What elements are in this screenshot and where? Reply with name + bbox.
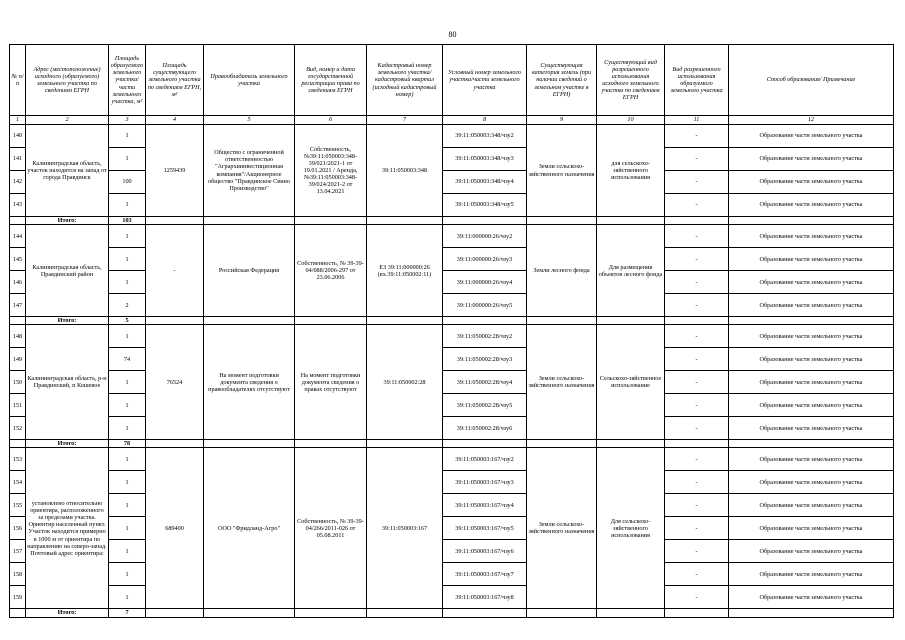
- row-number: 142: [10, 171, 26, 194]
- area-cell: 1: [109, 225, 146, 248]
- total-row: [10, 440, 894, 448]
- table-row: [10, 171, 894, 194]
- total-empty-cell: [527, 440, 597, 448]
- total-value: 103: [109, 217, 146, 225]
- new-use-cell: -: [665, 448, 729, 471]
- registration-cell: Собственность, №39:11:050003:348-39/021/2021-1 от 19.01.2021 / Аренда, №39:11:050003:348-39/024/2021-2 от 13.04.2021: [295, 125, 367, 217]
- formation-method-cell: Образование части земельного участка: [729, 194, 894, 217]
- formation-method-cell: Образование части земельного участка: [729, 225, 894, 248]
- total-empty-cell: [665, 440, 729, 448]
- new-use-cell: -: [665, 248, 729, 271]
- column-header: Существующий вид разрешенного использования исходного земельного участка по сведениям ЕГРН: [597, 45, 665, 116]
- table-row: [10, 371, 894, 394]
- conditional-number-cell: 39:11:000000:26/чзу2: [443, 225, 527, 248]
- cadastral-number-cell: 39:11:050002:28: [367, 325, 443, 440]
- area-cell: 1: [109, 563, 146, 586]
- table-row: [10, 494, 894, 517]
- conditional-number-cell: 39:11:050003:167/чзу6: [443, 540, 527, 563]
- row-number: 156: [10, 517, 26, 540]
- land-category-cell: Земли лесного фонда: [527, 225, 597, 317]
- formation-method-cell: Образование части земельного участка: [729, 125, 894, 148]
- formation-method-cell: Образование части земельного участка: [729, 271, 894, 294]
- cadastral-number-cell: 39:11:050003:167: [367, 448, 443, 609]
- existing-use-cell: Для сельскохо-зяйственного использования: [597, 448, 665, 609]
- formation-method-cell: Образование части земельного участка: [729, 517, 894, 540]
- new-use-cell: -: [665, 471, 729, 494]
- column-header: Площадь образуемого земельного участка/части земельного участка, м²: [109, 45, 146, 116]
- area-cell: 1: [109, 194, 146, 217]
- formation-method-cell: Образование части земельного участка: [729, 325, 894, 348]
- total-label: Итого:: [26, 609, 109, 617]
- new-use-cell: -: [665, 563, 729, 586]
- existing-use-cell: Сельскохо-зяйственное использование: [597, 325, 665, 440]
- column-number: 5: [204, 116, 295, 125]
- row-number: 149: [10, 348, 26, 371]
- row-number: 146: [10, 271, 26, 294]
- total-empty-cell: [597, 217, 665, 225]
- row-number: 141: [10, 148, 26, 171]
- owner-cell: Общество с ограниченной ответственностью "Агрархиинвестиционная компания"/Акционерное общество "Правдинское Свино Производство": [204, 125, 295, 217]
- area-cell: 100: [109, 171, 146, 194]
- total-empty-cell: [367, 440, 443, 448]
- formation-method-cell: Образование части земельного участка: [729, 540, 894, 563]
- new-use-cell: -: [665, 271, 729, 294]
- area-cell: 1: [109, 248, 146, 271]
- formation-method-cell: Образование части земельного участка: [729, 563, 894, 586]
- formation-method-cell: Образование части земельного участка: [729, 348, 894, 371]
- area-cell: 1: [109, 494, 146, 517]
- new-use-cell: -: [665, 517, 729, 540]
- total-empty-cell: [665, 609, 729, 617]
- owner-cell: ООО "Фридланд-Агро": [204, 448, 295, 609]
- total-empty-cell: [295, 217, 367, 225]
- column-header: Адрес (местоположение) исходного (образуемого) земельного участка по сведениям ЕГРН: [26, 45, 109, 116]
- table-row: [10, 540, 894, 563]
- total-empty-cell: [527, 609, 597, 617]
- cadastral-number-cell: ЕЗ 39:11:000000:26 (вх.39:11:050002:11): [367, 225, 443, 317]
- cadastral-number-cell: 39:11:050003:348: [367, 125, 443, 217]
- area-cell: 1: [109, 471, 146, 494]
- column-number: 11: [665, 116, 729, 125]
- address-cell: установлено относительно ориентира, расположенного за пределами участка. Ориентир населенный пункт. Участок находится примерно в 1000 м от ориентира по направлению на северо-запад. Почтовый адрес ориентира:: [26, 448, 109, 609]
- area-cell: 1: [109, 371, 146, 394]
- formation-method-cell: Образование части земельного участка: [729, 394, 894, 417]
- address-cell: Калининградская область, участок находится на запад от города Правдинск: [26, 125, 109, 217]
- column-header: Кадастровый номер земельного участка/ кадастровый квартал (исходный кадастровый номер): [367, 45, 443, 116]
- total-empty-cell: [729, 217, 894, 225]
- row-number: 143: [10, 194, 26, 217]
- total-empty-cell: [295, 609, 367, 617]
- conditional-number-cell: 39:11:050003:167/чзу7: [443, 563, 527, 586]
- conditional-number-cell: 39:11:050003:348/чзу3: [443, 148, 527, 171]
- row-number: 158: [10, 563, 26, 586]
- column-number: 6: [295, 116, 367, 125]
- land-category-cell: Земли сельскохо-зяйственного назначения: [527, 325, 597, 440]
- land-category-cell: Земли сельскохо-зяйственного назначения: [527, 448, 597, 609]
- total-empty-cell: [367, 609, 443, 617]
- total-spacer: [10, 440, 26, 448]
- column-number: 10: [597, 116, 665, 125]
- conditional-number-cell: 39:11:050003:167/чзу4: [443, 494, 527, 517]
- owner-cell: Российская Федерация: [204, 225, 295, 317]
- area-cell: 1: [109, 148, 146, 171]
- conditional-number-cell: 39:11:050003:348/чзу2: [443, 125, 527, 148]
- total-value: 5: [109, 317, 146, 325]
- conditional-number-cell: 39:11:050003:167/чзу8: [443, 586, 527, 609]
- new-use-cell: -: [665, 417, 729, 440]
- total-empty-cell: [729, 440, 894, 448]
- total-empty-cell: [527, 317, 597, 325]
- new-use-cell: -: [665, 586, 729, 609]
- total-empty-cell: [443, 217, 527, 225]
- column-header: Вид, номер и дата государственной регистрации права по сведениям ЕГРН: [295, 45, 367, 116]
- formation-method-cell: Образование части земельного участка: [729, 471, 894, 494]
- total-value: 7: [109, 609, 146, 617]
- row-number: 157: [10, 540, 26, 563]
- column-header: Площадь существующего земельного участка по сведениям ЕГРН, м²: [146, 45, 204, 116]
- table-row: [10, 448, 894, 471]
- conditional-number-cell: 39:11:050003:348/чзу5: [443, 194, 527, 217]
- existing-area-cell: 76524: [146, 325, 204, 440]
- table-row: [10, 586, 894, 609]
- conditional-number-cell: 39:11:050003:167/чзу2: [443, 448, 527, 471]
- new-use-cell: -: [665, 348, 729, 371]
- row-number: 140: [10, 125, 26, 148]
- existing-use-cell: для сельскохо-зяйственного использования: [597, 125, 665, 217]
- total-empty-cell: [443, 609, 527, 617]
- area-cell: 1: [109, 125, 146, 148]
- conditional-number-cell: 39:11:050002:28/чзу2: [443, 325, 527, 348]
- total-row: [10, 217, 894, 225]
- row-number: 154: [10, 471, 26, 494]
- total-row: [10, 317, 894, 325]
- formation-method-cell: Образование части земельного участка: [729, 171, 894, 194]
- table-row: [10, 271, 894, 294]
- column-number: 7: [367, 116, 443, 125]
- area-cell: 1: [109, 394, 146, 417]
- total-empty-cell: [146, 317, 204, 325]
- row-number: 151: [10, 394, 26, 417]
- new-use-cell: -: [665, 294, 729, 317]
- column-number: 12: [729, 116, 894, 125]
- conditional-number-cell: 39:11:050002:28/чзу4: [443, 371, 527, 394]
- new-use-cell: -: [665, 325, 729, 348]
- conditional-number-cell: 39:11:000000:26/чзу4: [443, 271, 527, 294]
- total-empty-cell: [665, 217, 729, 225]
- address-cell: Калининградская область, р-н Правдинский, п Кошевое: [26, 325, 109, 440]
- formation-method-cell: Образование части земельного участка: [729, 248, 894, 271]
- table-row: [10, 225, 894, 248]
- formation-method-cell: Образование части земельного участка: [729, 586, 894, 609]
- column-header: Способ образования/ Примечание: [729, 45, 894, 116]
- total-spacer: [10, 609, 26, 617]
- table-body: [10, 116, 894, 618]
- conditional-number-cell: 39:11:000000:26/чзу3: [443, 248, 527, 271]
- column-header: № п/п: [10, 45, 26, 116]
- new-use-cell: -: [665, 225, 729, 248]
- table-row: [10, 248, 894, 271]
- table-row: [10, 325, 894, 348]
- table-row: [10, 125, 894, 148]
- new-use-cell: -: [665, 125, 729, 148]
- total-row: [10, 609, 894, 617]
- column-header: Условный номер земельного участка/части земельного участка: [443, 45, 527, 116]
- table-row: [10, 394, 894, 417]
- table-row: [10, 348, 894, 371]
- new-use-cell: -: [665, 540, 729, 563]
- total-empty-cell: [729, 609, 894, 617]
- table-row: [10, 563, 894, 586]
- column-number: 2: [26, 116, 109, 125]
- area-cell: 1: [109, 448, 146, 471]
- total-label: Итого:: [26, 317, 109, 325]
- address-cell: Калининградская область, Правдинский район: [26, 225, 109, 317]
- total-empty-cell: [204, 217, 295, 225]
- table-row: [10, 148, 894, 171]
- existing-area-cell: 1259439: [146, 125, 204, 217]
- table-row: [10, 471, 894, 494]
- conditional-number-cell: 39:11:050002:28/чзу3: [443, 348, 527, 371]
- new-use-cell: -: [665, 148, 729, 171]
- total-empty-cell: [729, 317, 894, 325]
- column-header: Существующая категория земель (при наличии сведений о земельном участке в ЕГРН): [527, 45, 597, 116]
- total-spacer: [10, 317, 26, 325]
- total-empty-cell: [367, 217, 443, 225]
- registration-cell: На момент подготовки документа сведения о правах отсутствуют: [295, 325, 367, 440]
- total-empty-cell: [443, 317, 527, 325]
- owner-cell: На момент подготовки документа сведения о правообладателях отсутствуют: [204, 325, 295, 440]
- area-cell: 1: [109, 540, 146, 563]
- area-cell: 74: [109, 348, 146, 371]
- total-label: Итого:: [26, 217, 109, 225]
- area-cell: 1: [109, 271, 146, 294]
- table-row: [10, 294, 894, 317]
- formation-method-cell: Образование части земельного участка: [729, 371, 894, 394]
- row-number: 148: [10, 325, 26, 348]
- total-empty-cell: [295, 440, 367, 448]
- area-cell: 1: [109, 325, 146, 348]
- column-header: Вид разрешенного использования образуемого земельного участка: [665, 45, 729, 116]
- total-empty-cell: [146, 217, 204, 225]
- total-label: Итого:: [26, 440, 109, 448]
- conditional-number-cell: 39:11:050003:348/чзу4: [443, 171, 527, 194]
- total-spacer: [10, 217, 26, 225]
- existing-area-cell: 689400: [146, 448, 204, 609]
- total-empty-cell: [204, 317, 295, 325]
- total-empty-cell: [204, 609, 295, 617]
- header-row: [10, 45, 894, 116]
- registration-cell: Собственность, № 39-39-04/266/2011-026 от 05.08.2011: [295, 448, 367, 609]
- column-number-row: [10, 116, 894, 125]
- total-empty-cell: [597, 440, 665, 448]
- conditional-number-cell: 39:11:050003:167/чзу5: [443, 517, 527, 540]
- row-number: 144: [10, 225, 26, 248]
- total-empty-cell: [665, 317, 729, 325]
- existing-area-cell: -: [146, 225, 204, 317]
- existing-use-cell: Для размещения объектов лесного фонда: [597, 225, 665, 317]
- formation-method-cell: Образование части земельного участка: [729, 148, 894, 171]
- table-row: [10, 517, 894, 540]
- conditional-number-cell: 39:11:050003:167/чзу3: [443, 471, 527, 494]
- area-cell: 1: [109, 417, 146, 440]
- total-empty-cell: [295, 317, 367, 325]
- total-empty-cell: [597, 317, 665, 325]
- conditional-number-cell: 39:11:000000:26/чзу5: [443, 294, 527, 317]
- total-empty-cell: [443, 440, 527, 448]
- total-empty-cell: [146, 609, 204, 617]
- column-header: Правообладатель земельного участка: [204, 45, 295, 116]
- formation-method-cell: Образование части земельного участка: [729, 494, 894, 517]
- area-cell: 2: [109, 294, 146, 317]
- total-value: 78: [109, 440, 146, 448]
- land-plots-table: [9, 44, 894, 618]
- total-empty-cell: [597, 609, 665, 617]
- row-number: 155: [10, 494, 26, 517]
- total-empty-cell: [367, 317, 443, 325]
- area-cell: 1: [109, 586, 146, 609]
- table-row: [10, 417, 894, 440]
- conditional-number-cell: 39:11:050002:28/чзу5: [443, 394, 527, 417]
- row-number: 152: [10, 417, 26, 440]
- row-number: 150: [10, 371, 26, 394]
- new-use-cell: -: [665, 194, 729, 217]
- area-cell: 1: [109, 517, 146, 540]
- row-number: 159: [10, 586, 26, 609]
- new-use-cell: -: [665, 171, 729, 194]
- new-use-cell: -: [665, 371, 729, 394]
- table-row: [10, 194, 894, 217]
- registration-cell: Собственность, № 39-39-04/088/2006-297 от 23.06.2006: [295, 225, 367, 317]
- column-number: 9: [527, 116, 597, 125]
- column-number: 1: [10, 116, 26, 125]
- total-empty-cell: [527, 217, 597, 225]
- page-number: 80: [448, 30, 457, 39]
- formation-method-cell: Образование части земельного участка: [729, 294, 894, 317]
- formation-method-cell: Образование части земельного участка: [729, 417, 894, 440]
- new-use-cell: -: [665, 394, 729, 417]
- column-number: 3: [109, 116, 146, 125]
- new-use-cell: -: [665, 494, 729, 517]
- row-number: 147: [10, 294, 26, 317]
- column-number: 4: [146, 116, 204, 125]
- row-number: 145: [10, 248, 26, 271]
- row-number: 153: [10, 448, 26, 471]
- land-category-cell: Земли сельскохо-зяйственного назначения: [527, 125, 597, 217]
- column-number: 8: [443, 116, 527, 125]
- conditional-number-cell: 39:11:050002:28/чзу6: [443, 417, 527, 440]
- formation-method-cell: Образование части земельного участка: [729, 448, 894, 471]
- total-empty-cell: [146, 440, 204, 448]
- total-empty-cell: [204, 440, 295, 448]
